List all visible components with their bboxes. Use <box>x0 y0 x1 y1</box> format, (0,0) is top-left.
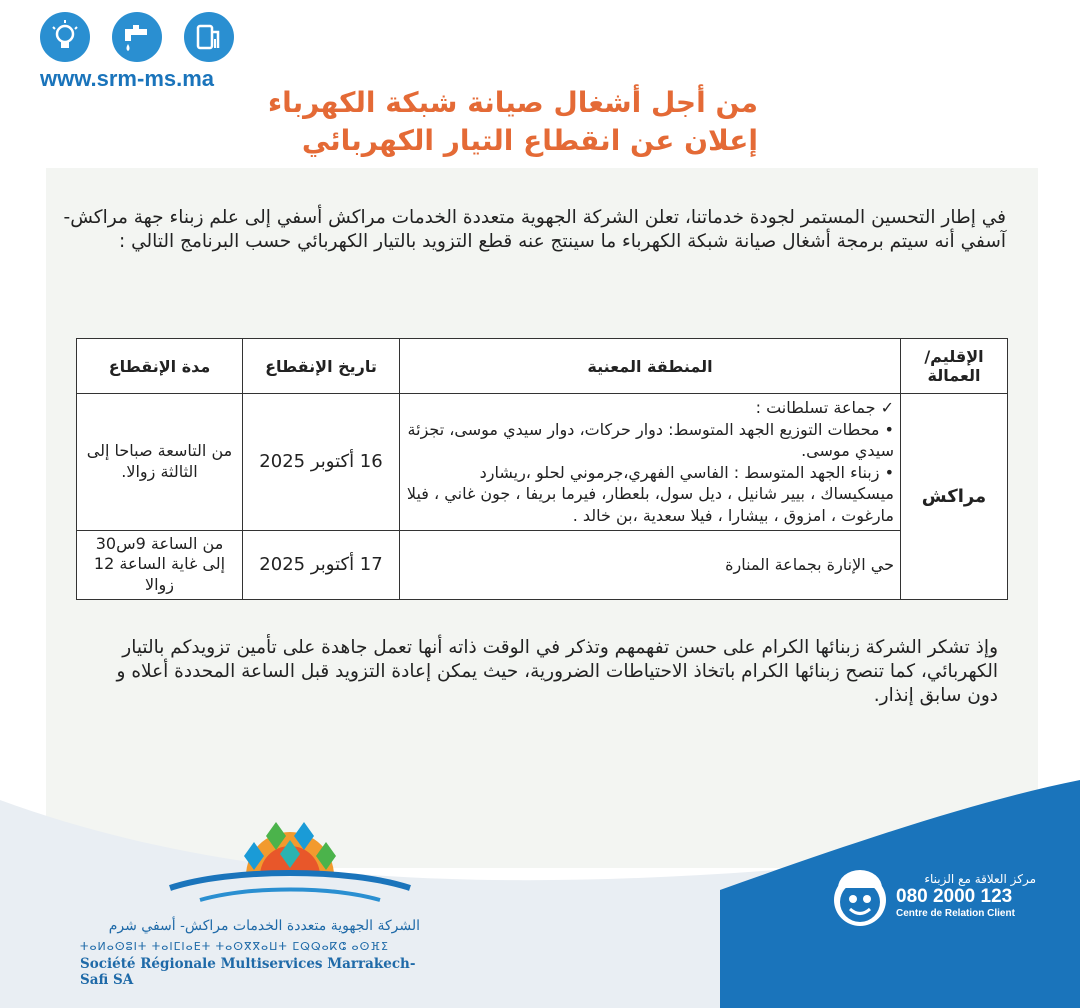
table-row <box>77 530 1008 599</box>
company-name-tifinagh: ⵜⴰⵍⴰⵙⵓⵏⵜ ⵜⴰⵏⵎⵏⴰⴹⵜ ⵜⴰⵙⴳⴳⴰⵡⵜ ⵎⵕⵕⴰⴽⵛ ⴰⵙⴼⵉ <box>80 940 389 953</box>
company-logo <box>160 818 420 918</box>
company-name-french: Société Régionale Multiservices Marrakech-Safi SA <box>80 956 416 988</box>
area-line: • محطات التوزيع الجهد المتوسط: دوار حركات، دوار سيدي موسى، تجزئة سيدي موسى. <box>407 419 894 461</box>
company-name-arabic: الشركة الجهوية متعددة الخدمات مراكش- أسفي شرم <box>108 918 420 934</box>
header-area: المنطقة المعنية <box>400 339 901 394</box>
website-url[interactable]: www.srm-ms.ma <box>40 66 215 91</box>
closing-paragraph: وإذ تشكر الشركة زبنائها الكرام على حسن تفهمهم وتذكر في الوقت ذاته أنها تعمل جاهدة على تأمين تزويدكم بالتيار الكهربائي، كما تنصح زبنائها الكرام باتخاذ الاحتياطات الضرورية، حيث يمكن إعادة التزويد قبل الساعة المحددة أعلاه و دون سابق إنذار. <box>116 637 998 707</box>
hotline-label-french: Centre de Relation Client <box>896 908 1015 919</box>
header-duration: مدة الإنقطاع <box>77 339 243 394</box>
area-line: حي الإنارة بجماعة المنارة <box>725 554 894 574</box>
sanitation-icon <box>184 12 234 62</box>
outage-schedule-table <box>76 338 1008 600</box>
date-cell <box>243 394 400 531</box>
lightbulb-icon <box>40 12 90 62</box>
area-cell <box>400 394 901 531</box>
title-outage-notice: إعلان عن انقطاع التيار الكهربائي <box>301 124 758 157</box>
table-header-row <box>77 339 1008 394</box>
hotline-label-arabic: مركز العلاقة مع الزبناء <box>924 872 1036 886</box>
hotline-badge[interactable] <box>828 862 1038 936</box>
date-cell <box>243 530 400 599</box>
title-maintenance: من أجل أشغال صيانة شبكة الكهرباء <box>267 86 758 119</box>
duration-cell: من الساعة 9س30 إلى غاية الساعة 12 زوالا <box>77 530 243 599</box>
header-date: تاريخ الإنقطاع <box>243 339 400 394</box>
table-row <box>77 394 1008 531</box>
hotline-number[interactable]: 080 2000 123 <box>896 886 1013 907</box>
area-cell <box>400 530 901 599</box>
water-tap-icon <box>112 12 162 62</box>
area-line: ✓ جماعة تسلطانت : <box>755 398 894 417</box>
date-value: 17 أكتوبر 2025 <box>259 554 383 576</box>
intro-paragraph: في إطار التحسين المستمر لجودة خدماتنا، تعلن الشركة الجهوية متعددة الخدمات مراكش أسفي إلى علم زبناء جهة مراكش- آسفي أنه سيتم برمجة أشغال صيانة شبكة الكهرباء ما سينتج عنه قطع التزويد بالتيار الكهربائي حسب البرنامج التالي : <box>63 207 1006 253</box>
header-province: الإقليم/العمالة <box>901 339 1008 394</box>
area-line: • زبناء الجهد المتوسط : الفاسي الفهري،جرموني لحلو ،ريشارد ميسكيساك ، بيير شانيل ، ديل سول، بلعطار، فيرما بريفا ، جون غاني ، فيلا مارغوت ، امزوق ، بيشارا ، فيلا سعدية ،بن خالد . <box>406 462 894 525</box>
service-icons <box>40 12 234 62</box>
province-cell: مراكش <box>901 394 1008 600</box>
duration-cell: من التاسعة صباحا إلى الثالثة زوالا. <box>77 394 243 531</box>
date-value: 16 أكتوبر 2025 <box>259 451 383 473</box>
customer-service-mascot-icon <box>828 866 892 930</box>
